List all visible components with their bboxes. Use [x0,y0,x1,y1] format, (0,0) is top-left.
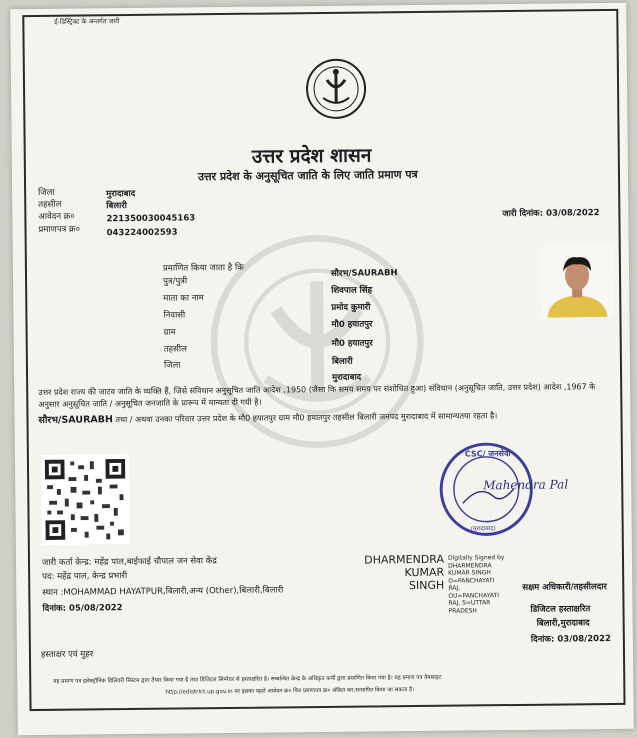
detail-value-4: मौ0 हयातपुर [331,319,373,330]
detail-value-3: प्रमोद कुमारी [331,302,371,313]
handwritten-signature: Mahendra Pal [483,477,569,493]
detail-label-4: ग्राम [163,327,176,338]
certificate-subtitle: उत्तर प्रदेश के अनुसूचित जाति के लिए जाति प्रमाण पत्र [197,167,418,184]
meta-certificate-label: प्रमाणपत्र क्र० [38,224,81,235]
meta-tehsil-value: बिलारी [106,201,128,212]
applicant-photo [541,245,614,318]
detail-value-1: सौरभ/SAURABH [330,268,398,279]
detail-label-6: जिला [163,360,181,371]
footer-line-2: http://edistrict.up.gov.in पर इसका पहले आवेदन क्र० फिर प्रमाणपत्र क्र० अंकित कर,सत्यापित किया जा सकता है। [165,687,415,696]
detail-label-2: माता का नाम [163,293,204,304]
issuer-post: पद: महेंद्र पाल, केन्द्र प्रभारी [42,571,128,582]
authority-signed: डिजिटल हस्ताक्षरित [530,604,591,615]
detail-value-6: बिलारी [331,356,353,367]
meta-district-value: मुरादाबाद [106,188,136,200]
certificate-title: उत्तर प्रदेश शासन [251,144,372,168]
certify-line: प्रमाणित किया जाता है कि [162,262,244,274]
meta-certificate-value: 043224002593 [106,227,178,239]
detail-value-7: मुरादाबाद [332,372,362,383]
person-photo-icon [541,245,614,318]
issuer-date: दिनांक: 05/08/2022 [42,603,123,614]
up-government-emblem-icon [305,58,368,121]
authority-title: सक्षम अधिकारी/तहसीलदार [522,582,607,593]
detail-label-1: पुत्र/पुत्री [163,276,188,287]
stamp-bottom-text: (मुरादाबाद) [470,525,496,533]
certificate-page [10,3,634,735]
detail-label-3: निवासी [163,310,186,321]
body-paragraph-1: उत्तर प्रदेश राज्य की जाटव जाति के व्यक्ति हैं, जिसे संविधान अनुसूचित जाति आदेश ,1950 (जैसा कि समय समय पर संशोधित हुआ) संविधान (अनुसूचित जाति, उत्तर प्रदेश) आदेश ,1967 के अनुसार अनुसूचित जाति / अनुसूचित जनजाति के प्रारूप में मान्यता दी गयी है। [38,382,596,409]
detail-value-5: मौ0 हयातपुर [331,338,373,349]
issue-date: जारी दिनांक: 03/08/2022 [502,208,600,220]
meta-application-value: 221350030045163 [106,213,196,225]
footer-line-1: यह प्रमाण पत्र इलेक्ट्रॉनिक डिलिवरी सिस्टम द्वारा तैयार किया गया है तथा डिजिटल सिग्नेचर से हस्ताक्षरित है। सम्बन्धित केन्द्र के अधिकृत कर्मी द्वारा प्रमाणित किया गया है। यह प्रमाण पत्र वेबसाइट [53,674,442,685]
qr-code-icon [41,454,130,545]
meta-tehsil-label: तहसील [38,199,62,210]
meta-district-label: जिला [38,187,55,198]
digital-signer-name: DHARMENDRA KUMAR SINGH [364,552,445,593]
signature-label: हस्ताक्षर एवं मुहर [40,649,94,660]
issuer-place: स्थान :MOHAMMAD HAYATPUR,बिलारी,अन्य (Other),बिलारी,बिलारी [42,585,284,598]
detail-label-5: तहसील [163,344,187,355]
meta-application-label: आवेदन क्र० [38,211,75,222]
residence-text: तथा / अथवा उनका परिवार उत्तर प्रदेश के मौ0 हयातपुर ग्राम मौ0 हयातपुर तहसील बिलारी जनपद मुरादाबाद में सामान्यतया रहता है। [112,411,498,425]
stamp-top-text: CSC/ जनसेवा [464,449,511,459]
digital-signature-details: Digitally Signed by DHARMENDRA KUMAR SINGH O=PANCHAYATI RAJ, OU=PANCHAYATI RAJ, S=UTTAR PRADESH [447,554,505,615]
authority-place: बिलारी,मुरादाबाद [536,618,590,629]
authority-date: दिनांक: 03/08/2022 [530,633,611,645]
issuer-center: जारी कर्ता केन्द्र: महेंद्र पाल,बाईफाई चौपाल जन सेवा केंद्र [41,556,217,568]
edistrict-note: ई-डिस्ट्रिक्ट के अन्तर्गत जारी [54,17,120,26]
detail-value-2: शिवपाल सिंह [331,285,373,296]
applicant-name-inline: सौरभ/SAURABH [38,414,113,426]
